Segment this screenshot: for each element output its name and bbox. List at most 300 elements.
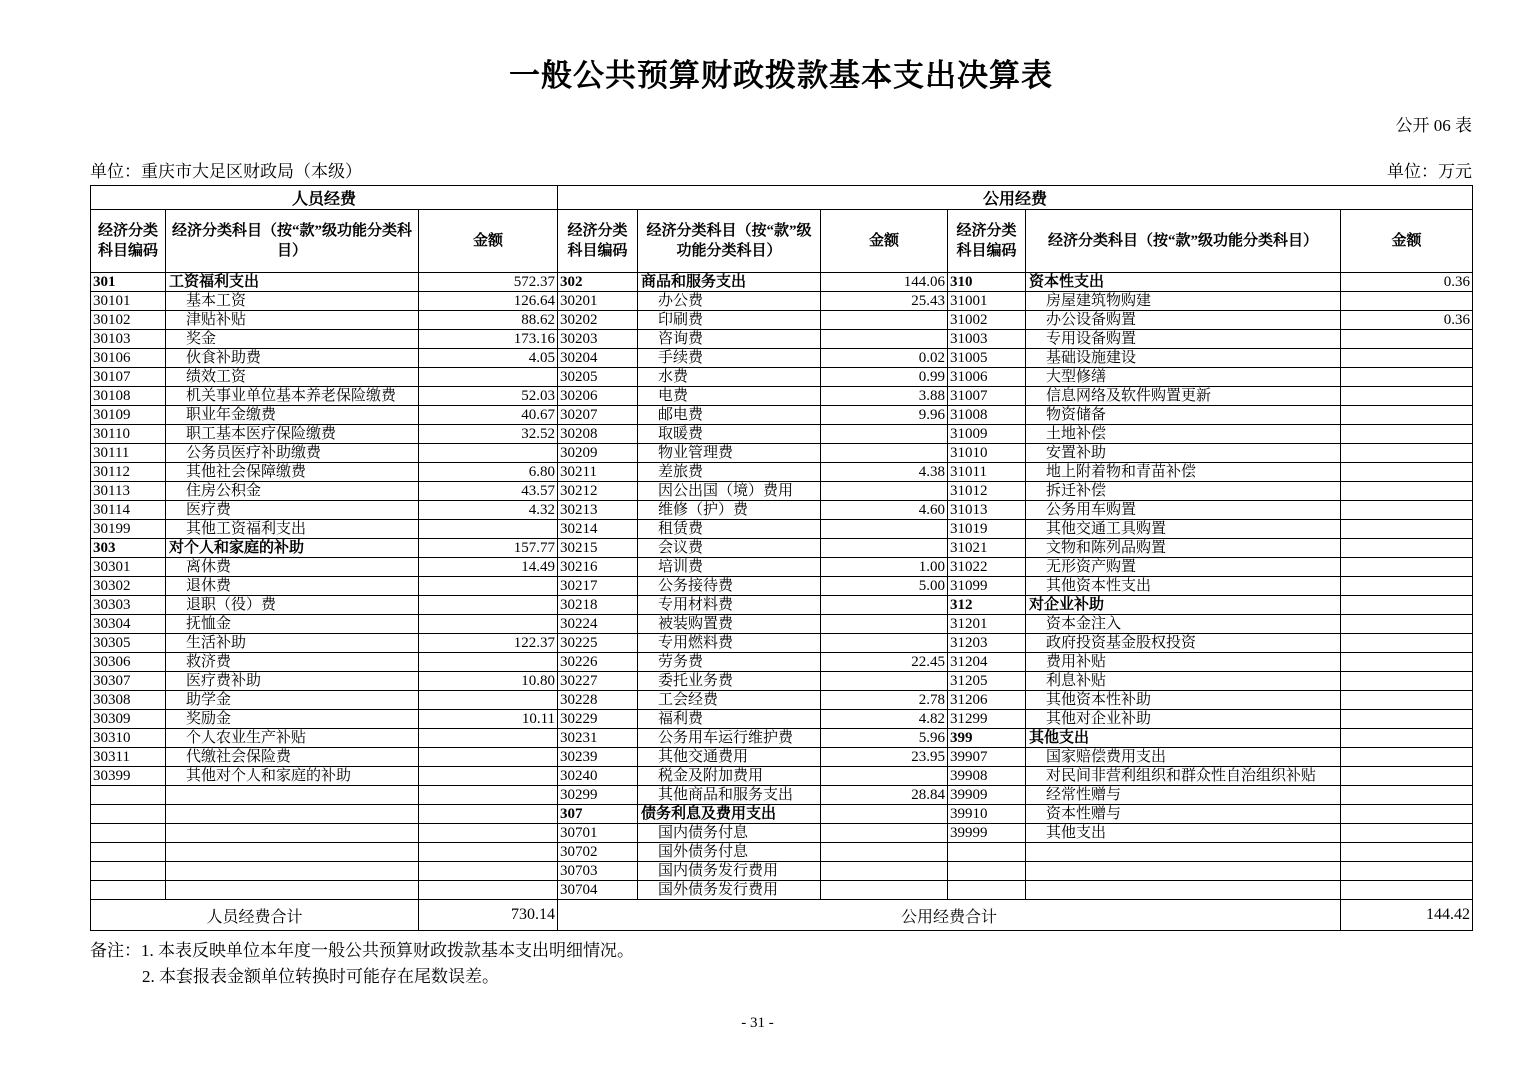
code-cell: 30399 (91, 767, 166, 786)
code-cell: 30215 (558, 539, 638, 558)
table-row (91, 387, 1473, 406)
subject-cell (166, 881, 419, 900)
code-cell: 30201 (558, 292, 638, 311)
subject-cell: 福利费 (638, 710, 821, 729)
subject-cell: 文物和陈列品购置 (1026, 539, 1341, 558)
amount-cell (821, 767, 948, 786)
amount-cell: 0.99 (821, 368, 948, 387)
code-cell: 30111 (91, 444, 166, 463)
amount-cell (821, 482, 948, 501)
subject-cell: 工会经费 (638, 691, 821, 710)
code-cell: 399 (948, 729, 1026, 748)
col-header-subject: 经济分类科目（按“款”级功能分类科目） (638, 210, 821, 273)
amount-cell: 10.11 (419, 710, 558, 729)
table-row (91, 482, 1473, 501)
table-row (91, 406, 1473, 425)
subject-cell: 会议费 (638, 539, 821, 558)
amount-cell (1341, 615, 1473, 634)
code-cell: 30309 (91, 710, 166, 729)
table-row (91, 767, 1473, 786)
subject-cell: 物业管理费 (638, 444, 821, 463)
code-cell: 30239 (558, 748, 638, 767)
amount-cell (1341, 767, 1473, 786)
subject-cell: 专用材料费 (638, 596, 821, 615)
code-cell: 31006 (948, 368, 1026, 387)
subject-cell: 其他社会保障缴费 (166, 463, 419, 482)
subject-cell (166, 786, 419, 805)
code-cell: 31019 (948, 520, 1026, 539)
code-cell: 31010 (948, 444, 1026, 463)
subject-cell: 生活补助 (166, 634, 419, 653)
subject-cell: 电费 (638, 387, 821, 406)
amount-cell: 0.36 (1341, 311, 1473, 330)
code-cell: 30199 (91, 520, 166, 539)
amount-cell (419, 862, 558, 881)
code-cell: 30102 (91, 311, 166, 330)
code-cell: 30212 (558, 482, 638, 501)
subject-cell: 助学金 (166, 691, 419, 710)
amount-cell: 157.77 (419, 539, 558, 558)
subject-cell: 国外债务发行费用 (638, 881, 821, 900)
amount-cell: 52.03 (419, 387, 558, 406)
code-cell: 39907 (948, 748, 1026, 767)
code-cell: 31003 (948, 330, 1026, 349)
col-header-subject: 经济分类科目（按“款”级功能分类科目） (166, 210, 419, 273)
code-cell (91, 862, 166, 881)
table-row (91, 292, 1473, 311)
subject-cell: 资本性支出 (1026, 273, 1341, 292)
code-cell: 312 (948, 596, 1026, 615)
code-cell: 307 (558, 805, 638, 824)
subject-cell: 经常性赠与 (1026, 786, 1341, 805)
code-cell: 30207 (558, 406, 638, 425)
code-cell (91, 786, 166, 805)
amount-cell: 22.45 (821, 653, 948, 672)
subject-cell: 医疗费 (166, 501, 419, 520)
code-cell: 30307 (91, 672, 166, 691)
code-cell: 30301 (91, 558, 166, 577)
code-cell: 30704 (558, 881, 638, 900)
unit-row (90, 157, 1472, 182)
amount-cell (1341, 444, 1473, 463)
subject-cell: 税金及附加费用 (638, 767, 821, 786)
subject-cell: 债务利息及费用支出 (638, 805, 821, 824)
subject-cell: 委托业务费 (638, 672, 821, 691)
amount-cell (1341, 729, 1473, 748)
amount-cell (1341, 824, 1473, 843)
table-row (91, 653, 1473, 672)
code-cell: 30306 (91, 653, 166, 672)
subject-cell: 国内债务付息 (638, 824, 821, 843)
subject-cell: 退职（役）费 (166, 596, 419, 615)
amount-cell: 1.00 (821, 558, 948, 577)
note-line-1 (90, 938, 1472, 964)
table-row (91, 805, 1473, 824)
subject-cell: 退休费 (166, 577, 419, 596)
subject-cell: 医疗费补助 (166, 672, 419, 691)
code-cell: 30204 (558, 349, 638, 368)
subject-cell: 职业年金缴费 (166, 406, 419, 425)
code-cell: 30103 (91, 330, 166, 349)
subject-cell: 绩效工资 (166, 368, 419, 387)
subject-cell: 大型修缮 (1026, 368, 1341, 387)
code-cell (948, 862, 1026, 881)
col-header-code: 经济分类科目编码 (558, 210, 638, 273)
amount-cell (419, 577, 558, 596)
amount-cell (1341, 653, 1473, 672)
code-cell: 30226 (558, 653, 638, 672)
subject-cell (1026, 843, 1341, 862)
subject-cell: 土地补偿 (1026, 425, 1341, 444)
amount-cell (1341, 387, 1473, 406)
amount-cell: 9.96 (821, 406, 948, 425)
amount-cell (419, 615, 558, 634)
amount-cell (1341, 805, 1473, 824)
code-cell: 302 (558, 273, 638, 292)
subject-cell: 奖金 (166, 330, 419, 349)
subject-cell: 国内债务发行费用 (638, 862, 821, 881)
subject-cell: 公务用车运行维护费 (638, 729, 821, 748)
subject-cell: 邮电费 (638, 406, 821, 425)
table-row (91, 368, 1473, 387)
amount-cell: 126.64 (419, 292, 558, 311)
amount-cell: 0.36 (1341, 273, 1473, 292)
amount-cell (821, 634, 948, 653)
subject-cell: 印刷费 (638, 311, 821, 330)
subject-cell: 物资储备 (1026, 406, 1341, 425)
code-cell: 301 (91, 273, 166, 292)
code-cell: 30703 (558, 862, 638, 881)
amount-cell (821, 330, 948, 349)
table-row (91, 558, 1473, 577)
code-cell: 303 (91, 539, 166, 558)
table-row (91, 520, 1473, 539)
subject-cell: 信息网络及软件购置更新 (1026, 387, 1341, 406)
amount-cell: 88.62 (419, 311, 558, 330)
subject-cell (1026, 862, 1341, 881)
group-header-public: 公用经费 (558, 186, 1473, 210)
code-cell: 30299 (558, 786, 638, 805)
subject-cell: 基本工资 (166, 292, 419, 311)
amount-cell: 4.82 (821, 710, 948, 729)
code-cell: 30211 (558, 463, 638, 482)
amount-cell (1341, 406, 1473, 425)
code-cell: 31007 (948, 387, 1026, 406)
amount-cell (1341, 691, 1473, 710)
subject-cell: 手续费 (638, 349, 821, 368)
public-total-label: 公用经费合计 (558, 900, 1341, 931)
amount-cell (419, 691, 558, 710)
col-header-subject: 经济分类科目（按“款”级功能分类科目） (1026, 210, 1341, 273)
code-cell: 30114 (91, 501, 166, 520)
amount-cell (821, 539, 948, 558)
amount-cell (1341, 843, 1473, 862)
amount-cell (1341, 748, 1473, 767)
subject-cell: 差旅费 (638, 463, 821, 482)
table-row (91, 444, 1473, 463)
code-cell: 31008 (948, 406, 1026, 425)
code-cell: 30108 (91, 387, 166, 406)
amount-cell: 2.78 (821, 691, 948, 710)
amount-cell (419, 824, 558, 843)
code-cell: 39910 (948, 805, 1026, 824)
subject-cell: 费用补贴 (1026, 653, 1341, 672)
code-cell: 310 (948, 273, 1026, 292)
amount-cell (1341, 463, 1473, 482)
code-cell (91, 843, 166, 862)
amount-cell: 32.52 (419, 425, 558, 444)
subject-cell: 其他对企业补助 (1026, 710, 1341, 729)
subject-cell: 住房公积金 (166, 482, 419, 501)
code-cell: 30213 (558, 501, 638, 520)
col-header-amount: 金额 (419, 210, 558, 273)
table-row (91, 501, 1473, 520)
subject-cell: 其他对个人和家庭的补助 (166, 767, 419, 786)
table-row (91, 672, 1473, 691)
subject-cell (166, 824, 419, 843)
code-cell: 31299 (948, 710, 1026, 729)
subject-cell: 公务员医疗补助缴费 (166, 444, 419, 463)
code-cell: 30202 (558, 311, 638, 330)
code-cell (948, 843, 1026, 862)
subject-cell: 租赁费 (638, 520, 821, 539)
subject-cell: 其他支出 (1026, 729, 1341, 748)
amount-cell: 14.49 (419, 558, 558, 577)
code-cell: 30229 (558, 710, 638, 729)
subject-cell: 劳务费 (638, 653, 821, 672)
amount-cell (821, 805, 948, 824)
amount-cell (821, 862, 948, 881)
subject-cell: 公务用车购置 (1026, 501, 1341, 520)
subject-cell: 地上附着物和青苗补偿 (1026, 463, 1341, 482)
amount-cell (1341, 330, 1473, 349)
code-cell: 31012 (948, 482, 1026, 501)
subject-cell: 基础设施建设 (1026, 349, 1341, 368)
amount-cell (821, 843, 948, 862)
code-cell (91, 881, 166, 900)
code-cell: 31009 (948, 425, 1026, 444)
subject-cell: 培训费 (638, 558, 821, 577)
code-cell: 30227 (558, 672, 638, 691)
page-title: 一般公共预算财政拨款基本支出决算表 (509, 58, 1053, 93)
subject-cell: 专用设备购置 (1026, 330, 1341, 349)
subject-cell: 津贴补贴 (166, 311, 419, 330)
amount-cell (1341, 710, 1473, 729)
table-row (91, 824, 1473, 843)
amount-cell: 5.00 (821, 577, 948, 596)
table-column-header-row (91, 210, 1473, 273)
code-cell: 31021 (948, 539, 1026, 558)
subject-cell: 离休费 (166, 558, 419, 577)
code-cell: 30216 (558, 558, 638, 577)
code-cell: 30308 (91, 691, 166, 710)
amount-cell (1341, 292, 1473, 311)
subject-cell: 其他资本性补助 (1026, 691, 1341, 710)
amount-cell: 4.38 (821, 463, 948, 482)
table-row (91, 425, 1473, 444)
subject-cell: 伙食补助费 (166, 349, 419, 368)
group-header-personnel: 人员经费 (91, 186, 558, 210)
subject-cell: 公务接待费 (638, 577, 821, 596)
note-line-2 (90, 964, 1472, 990)
subject-cell: 办公费 (638, 292, 821, 311)
amount-cell (1341, 786, 1473, 805)
table-row (91, 729, 1473, 748)
subject-cell: 其他资本性支出 (1026, 577, 1341, 596)
code-cell: 30206 (558, 387, 638, 406)
code-cell: 31022 (948, 558, 1026, 577)
subject-cell: 其他工资福利支出 (166, 520, 419, 539)
subject-cell: 其他交通费用 (638, 748, 821, 767)
table-row (91, 273, 1473, 292)
personnel-total-amount: 730.14 (419, 900, 558, 931)
amount-cell (821, 444, 948, 463)
code-cell: 39909 (948, 786, 1026, 805)
code-cell: 39999 (948, 824, 1026, 843)
subject-cell: 对企业补助 (1026, 596, 1341, 615)
subject-cell (166, 862, 419, 881)
col-header-code: 经济分类科目编码 (91, 210, 166, 273)
table-row (91, 330, 1473, 349)
amount-cell (419, 843, 558, 862)
code-cell: 30305 (91, 634, 166, 653)
subject-cell: 政府投资基金股权投资 (1026, 634, 1341, 653)
code-cell: 30106 (91, 349, 166, 368)
subject-cell: 对民间非营利组织和群众性自治组织补贴 (1026, 767, 1341, 786)
amount-cell (419, 729, 558, 748)
amount-cell: 4.32 (419, 501, 558, 520)
code-cell: 30303 (91, 596, 166, 615)
subject-cell: 房屋建筑物购建 (1026, 292, 1341, 311)
document-page (90, 0, 1472, 991)
table-row (91, 349, 1473, 368)
amount-cell (821, 824, 948, 843)
subject-cell: 工资福利支出 (166, 273, 419, 292)
unit-name: 单位：重庆市大足区财政局（本级） (90, 162, 362, 181)
subject-cell: 其他支出 (1026, 824, 1341, 843)
code-cell: 31011 (948, 463, 1026, 482)
table-row (91, 596, 1473, 615)
amount-cell (1341, 577, 1473, 596)
amount-cell (821, 615, 948, 634)
subject-cell: 国家赔偿费用支出 (1026, 748, 1341, 767)
subject-cell: 代缴社会保险费 (166, 748, 419, 767)
code-cell (948, 881, 1026, 900)
subject-cell (166, 843, 419, 862)
unit-currency: 单位：万元 (1387, 162, 1472, 181)
amount-cell (1341, 596, 1473, 615)
code-cell: 30214 (558, 520, 638, 539)
subject-cell: 因公出国（境）费用 (638, 482, 821, 501)
notes-prefix: 备注： (90, 941, 141, 960)
budget-table (90, 185, 1473, 931)
amount-cell: 23.95 (821, 748, 948, 767)
code-cell: 31206 (948, 691, 1026, 710)
code-cell (91, 805, 166, 824)
amount-cell (1341, 349, 1473, 368)
amount-cell (419, 520, 558, 539)
code-cell: 30310 (91, 729, 166, 748)
subject-cell: 拆迁补偿 (1026, 482, 1341, 501)
subject-cell: 资本性赠与 (1026, 805, 1341, 824)
table-row (91, 786, 1473, 805)
amount-cell: 122.37 (419, 634, 558, 653)
code-cell: 31204 (948, 653, 1026, 672)
notes (90, 938, 1472, 991)
subject-cell: 商品和服务支出 (638, 273, 821, 292)
subject-cell: 职工基本医疗保险缴费 (166, 425, 419, 444)
code-cell: 39908 (948, 767, 1026, 786)
subject-cell: 其他商品和服务支出 (638, 786, 821, 805)
note-text-1: 1. 本表反映单位本年度一般公共预算财政拨款基本支出明细情况。 (141, 941, 634, 960)
code-cell: 30304 (91, 615, 166, 634)
code-cell: 30109 (91, 406, 166, 425)
subject-cell: 个人农业生产补贴 (166, 729, 419, 748)
amount-cell: 173.16 (419, 330, 558, 349)
amount-cell: 28.84 (821, 786, 948, 805)
subject-cell: 安置补助 (1026, 444, 1341, 463)
table-row (91, 843, 1473, 862)
code-cell: 30302 (91, 577, 166, 596)
code-cell: 31013 (948, 501, 1026, 520)
subject-cell: 救济费 (166, 653, 419, 672)
code-cell: 31002 (948, 311, 1026, 330)
amount-cell: 4.05 (419, 349, 558, 368)
table-row (91, 311, 1473, 330)
amount-cell (419, 805, 558, 824)
code-cell: 30203 (558, 330, 638, 349)
amount-cell: 10.80 (419, 672, 558, 691)
amount-cell (419, 767, 558, 786)
code-cell: 30113 (91, 482, 166, 501)
amount-cell (419, 444, 558, 463)
amount-cell (1341, 862, 1473, 881)
table-row (91, 710, 1473, 729)
subject-cell: 取暖费 (638, 425, 821, 444)
amount-cell (821, 672, 948, 691)
code-cell: 30217 (558, 577, 638, 596)
code-cell: 31205 (948, 672, 1026, 691)
code-cell: 30107 (91, 368, 166, 387)
table-row (91, 577, 1473, 596)
code-cell: 30240 (558, 767, 638, 786)
code-cell: 30112 (91, 463, 166, 482)
subject-cell: 被装购置费 (638, 615, 821, 634)
code-cell: 30205 (558, 368, 638, 387)
personnel-total-label: 人员经费合计 (91, 900, 419, 931)
amount-cell (1341, 368, 1473, 387)
table-row (91, 881, 1473, 900)
code-cell: 30224 (558, 615, 638, 634)
col-header-amount: 金额 (821, 210, 948, 273)
amount-cell (1341, 425, 1473, 444)
amount-cell (419, 653, 558, 672)
amount-cell: 3.88 (821, 387, 948, 406)
subject-cell: 咨询费 (638, 330, 821, 349)
code-cell: 31203 (948, 634, 1026, 653)
amount-cell (821, 311, 948, 330)
subject-cell: 利息补贴 (1026, 672, 1341, 691)
page-number: - 31 - (741, 1015, 774, 1031)
amount-cell (1341, 482, 1473, 501)
amount-cell (821, 520, 948, 539)
amount-cell (821, 425, 948, 444)
note-text-2: 2. 本套报表金额单位转换时可能存在尾数误差。 (142, 967, 499, 987)
code-cell: 30209 (558, 444, 638, 463)
amount-cell: 25.43 (821, 292, 948, 311)
amount-cell: 144.06 (821, 273, 948, 292)
amount-cell: 4.60 (821, 501, 948, 520)
